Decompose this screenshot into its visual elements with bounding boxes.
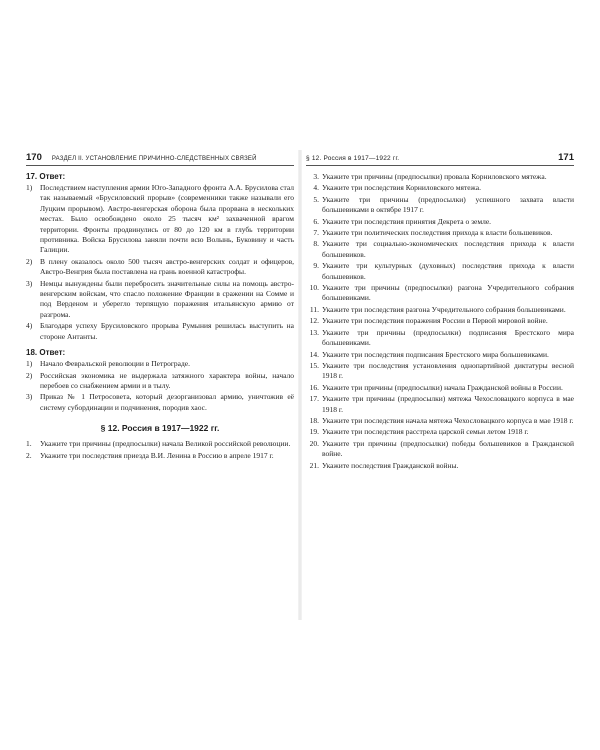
question-item (306, 383, 574, 393)
item-number: 8. (313, 239, 319, 249)
item-number: 12. (309, 316, 319, 326)
answer-block (26, 172, 294, 342)
answer-item (26, 183, 294, 256)
item-text: Укажите три причины (предпосылки) разгона Учредительного собрания большевиками. (322, 283, 574, 303)
item-number: 1) (26, 183, 33, 192)
item-text: Укажите три причины (предпосылки) победы большевиков в Гражданской войне. (322, 438, 574, 459)
item-text: Благодаря успеху Брусиловского прорыва Румыния решилась выступить на стороне Антанты. (40, 321, 294, 341)
section-title: § 12. Россия в 1917—1922 гг. (100, 423, 220, 434)
item-number: 4) (26, 321, 33, 331)
question-item (306, 394, 574, 415)
answer-title: 17. Ответ: (26, 172, 66, 181)
left-page-header (26, 152, 294, 166)
item-text: Приказ № 1 Петросовета, который дезорганизовал армию, уничтожив её систему субординации и подчинения, породив хаос. (40, 392, 294, 412)
item-number: 2) (26, 256, 33, 266)
item-number: 1. (26, 439, 32, 449)
answer-item (26, 359, 294, 369)
item-text: Укажите три причины (предпосылки) мятежа Чехословацкого корпуса в мае 1918 г. (322, 394, 574, 414)
item-text: Укажите три причины (предпосылки) подписания Брестского мира большевиками. (322, 327, 574, 348)
question-item (306, 350, 574, 360)
item-number: 7. (313, 228, 319, 238)
question-item (306, 461, 574, 471)
item-text: Укажите три причины (предпосылки) начала Великой российской революции. (40, 439, 291, 449)
item-number: 20. (309, 438, 319, 448)
item-text: Укажите три последствия установления однопартийной диктатуры весной 1918 г. (322, 360, 574, 381)
item-number: 3. (313, 172, 319, 181)
item-number: 11. (309, 304, 319, 314)
question-item (306, 328, 574, 349)
running-head: РАЗДЕЛ II. УСТАНОВЛЕНИЕ ПРИЧИННО-СЛЕДСТВЕННЫХ СВЯЗЕЙ (51, 156, 257, 162)
question-item (306, 261, 574, 282)
right-page (306, 152, 574, 472)
book-gutter (298, 150, 302, 620)
item-number: 16. (309, 382, 319, 392)
answer-item (26, 371, 294, 392)
item-text: Немцы вынуждены были перебросить значительные силы на помощь австро-венгерским войскам, что спасло положение Франции в сражении на Сомме и под Верденом и уберегло терпящую поражения итальянскую армию от разгрома. (40, 278, 294, 319)
answer-item (26, 257, 294, 278)
question-item (26, 439, 294, 449)
question-item (306, 316, 574, 326)
page-number: 171 (558, 152, 574, 163)
item-text: Укажите три причины (предпосылки) начала Гражданской войны в России. (322, 382, 563, 392)
item-text: Укажите три последствия Корниловского мятежа. (322, 183, 481, 193)
question-item (306, 217, 574, 227)
item-text: Укажите три последствия поражения России в Первой мировой войне. (322, 316, 548, 326)
question-item (306, 427, 574, 437)
item-text: Укажите три культурных (духовных) последствия прихода к власти большевиков. (322, 261, 574, 281)
item-text: Укажите три социально-экономических последствия прихода к власти большевиков. (322, 239, 574, 259)
left-page (26, 152, 294, 462)
item-number: 19. (309, 427, 319, 437)
item-text: Начало Февральской революции в Петрограде. (40, 359, 190, 369)
item-text: Укажите три причины (предпосылки) успешного захвата власти большевиками в октябре 1917 г. (322, 194, 574, 215)
question-item (26, 451, 294, 461)
question-item (306, 439, 574, 460)
question-item (306, 228, 574, 238)
item-number: 14. (309, 349, 319, 359)
item-number: 17. (309, 394, 319, 404)
item-text: Укажите три последствия принятия Декрета о земле. (322, 216, 492, 226)
answer-title: 18. Ответ: (26, 348, 66, 358)
item-number: 13. (309, 327, 319, 337)
answer-block (26, 348, 294, 413)
item-text: Последствием наступления армии Юго-Западного фронта А.А. Брусилова стал так называемый «Брусиловский прорыв» (современники также называли его Луцким прорывом). Австро-венгерская оборона была прорвана в нескольких местах. Было освобождено около 25 тысяч км² захваченной врагом территории. Фронты продвинулись от 80 до 120 км в глубь территории противника. Войска Брусилова заняли почти всю Волынь, Буковину и часть Галиции. (40, 183, 294, 255)
item-text: Укажите три причины (предпосылки) провала Корниловского мятежа. (322, 172, 547, 181)
running-head: § 12. Россия в 1917—1922 гг. (306, 155, 400, 162)
item-text: Укажите три последствия разгона Учредительного собрания большевиками. (322, 304, 566, 314)
question-item (306, 195, 574, 216)
item-text: Российская экономика не выдержала затяжного характера войны, начало перебоев со снабжением армии и в тылу. (40, 370, 294, 390)
item-number: 2) (26, 370, 33, 380)
question-item (306, 361, 574, 382)
item-number: 5. (313, 194, 319, 204)
item-number: 15. (309, 360, 319, 370)
item-text: В плену оказалось около 500 тысяч австро-венгерских солдат и офицеров, Австро-Венгрия была поставлена на грань военной катастрофы. (40, 256, 294, 277)
answer-item (26, 321, 294, 342)
answer-item (26, 392, 294, 413)
item-text: Укажите три последствия подписания Брестского мира большевиками. (322, 349, 549, 359)
question-item (306, 172, 574, 182)
item-text: Укажите последствия Гражданской войны. (322, 460, 459, 470)
item-text: Укажите три последствия начала мятежа Чехословацкого корпуса в мае 1918 г. (322, 415, 574, 425)
page-number: 170 (26, 152, 42, 163)
question-item (306, 283, 574, 304)
item-number: 9. (313, 261, 319, 271)
item-text: Укажите три последствия расстрела царской семьи летом 1918 г. (322, 427, 529, 437)
question-item (306, 416, 574, 426)
item-number: 10. (309, 283, 319, 293)
question-item (306, 183, 574, 193)
item-number: 2. (26, 450, 32, 460)
answer-item (26, 279, 294, 321)
question-item (306, 305, 574, 315)
item-number: 18. (309, 415, 319, 425)
item-text: Укажите три политических последствия прихода к власти большевиков. (322, 228, 553, 238)
item-number: 6. (313, 216, 319, 226)
item-number: 4. (313, 183, 319, 193)
item-text: Укажите три последствия приезда В.И. Ленина в Россию в апреле 1917 г. (40, 450, 274, 460)
question-item (306, 239, 574, 260)
item-number: 21. (309, 460, 319, 470)
item-number: 1) (26, 359, 33, 369)
right-page-header (306, 152, 574, 166)
item-number: 3) (26, 278, 33, 288)
item-number: 3) (26, 392, 33, 402)
